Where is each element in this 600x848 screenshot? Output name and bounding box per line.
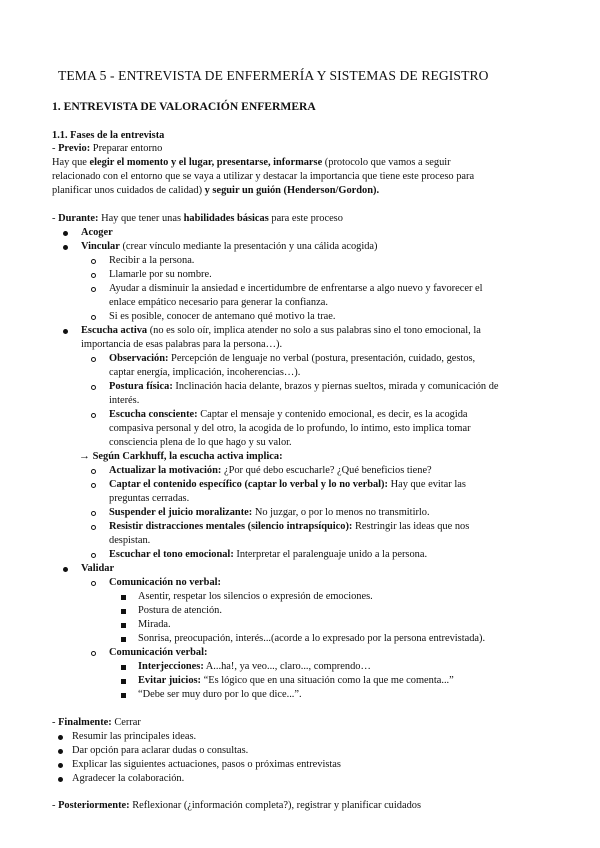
- bullet-disc: [58, 777, 63, 782]
- bullet-disc: [63, 329, 68, 334]
- arrow-right-icon: →: [79, 450, 90, 462]
- durante-label: Durante:: [58, 213, 99, 224]
- interjecciones-label: Interjecciones:: [138, 661, 204, 672]
- tono-label: Escuchar el tono emocional:: [109, 549, 234, 560]
- suspender-item: [109, 506, 430, 520]
- bullet-circle: [91, 553, 96, 558]
- observacion-label: Observación:: [109, 353, 169, 364]
- list-item: Resumir las principales ideas.: [72, 731, 197, 742]
- postura-text: Inclinación hacia delante, brazos y piernas sueltos, mirada y comunicación de: [172, 381, 499, 392]
- suspender-text: No juzgar, o por lo menos no transmitirlo.: [252, 507, 430, 518]
- resistir-text: Restringir las ideas que nos: [352, 521, 470, 532]
- bullet-circle: [91, 581, 96, 586]
- bullet-circle: [91, 469, 96, 474]
- finalmente-label: Finalmente:: [58, 717, 112, 728]
- bullet-disc: [63, 245, 68, 250]
- bullet-circle: [91, 413, 96, 418]
- interjecciones-item: [138, 660, 371, 674]
- captar-continuation: preguntas cerradas.: [109, 493, 190, 504]
- bullet-square: [121, 679, 126, 684]
- bullet-circle: [91, 315, 96, 320]
- tono-text: Interpretar el paralenguaje unido a la persona.: [233, 549, 428, 560]
- durante-text-b: habilidades básicas: [183, 213, 269, 224]
- posteriormente-line: - Posteriormente: Reflexionar (¿información completa?), registrar y planificar cuidados: [52, 800, 421, 811]
- motivacion-item: [109, 464, 432, 478]
- carkhuff-label: Según Carkhuff, la escucha activa implica:: [92, 451, 283, 462]
- list-item: Agradecer la colaboración.: [72, 773, 185, 784]
- postura-label: Postura física:: [109, 381, 173, 392]
- observacion-continuation: captar energía, implicación, incoherencias…).: [109, 367, 301, 378]
- section-heading: 1. ENTREVISTA DE VALORACIÓN ENFERMERA: [52, 100, 316, 113]
- escucha-consciente-text: Captar el mensaje y contenido emocional, es decir, es la acogida: [197, 409, 468, 420]
- postura-continuation: interés.: [109, 395, 140, 406]
- finalmente-text: Cerrar: [111, 717, 141, 728]
- carkhuff-heading: [79, 450, 283, 464]
- bullet-circle: [91, 357, 96, 362]
- list-item: Llamarle por su nombre.: [109, 269, 212, 280]
- escucha-consciente-item: [109, 408, 468, 422]
- bullet-disc: [63, 567, 68, 572]
- page-title: TEMA 5 - ENTREVISTA DE ENFERMERÍA Y SISTEMAS DE REGISTRO: [58, 68, 489, 83]
- bullet-disc: [58, 749, 63, 754]
- previo-label: Previo:: [58, 143, 91, 154]
- list-item: “Debe ser muy duro por lo que dice...”.: [138, 689, 302, 700]
- list-item: Si es posible, conocer de antemano qué motivo la trae.: [109, 311, 336, 322]
- bullet-circle: [91, 483, 96, 488]
- previo-p3b: y seguir un guión (Henderson/Gordon).: [202, 185, 380, 196]
- resistir-continuation: despistan.: [109, 535, 151, 546]
- bullet-circle: [91, 525, 96, 530]
- observacion-text: Percepción de lenguaje no verbal (postura, presentación, cuidado, gestos,: [168, 353, 476, 364]
- suspender-label: Suspender el juicio moralizante:: [109, 507, 253, 518]
- bullet-square: [121, 637, 126, 642]
- comunicacion-verbal-heading: Comunicación verbal:: [109, 647, 208, 658]
- list-item: Asentir, respetar los silencios o expresión de emociones.: [138, 591, 373, 602]
- previo-paragraph-line-3: [52, 184, 379, 198]
- motivacion-text: ¿Por qué debo escucharle? ¿Qué beneficios tiene?: [221, 465, 432, 476]
- bullet-circle: [91, 511, 96, 516]
- bullet-square: [121, 595, 126, 600]
- captar-text: Hay que evitar las: [387, 479, 466, 490]
- durante-line: - Durante: Hay que tener unas habilidades básicas para este proceso: [52, 213, 343, 224]
- list-item: Ayudar a disminuir la ansiedad e incertidumbre de enfrentarse a algo nuevo y favorecer el: [109, 283, 483, 294]
- evitar-juicios-text: “Es lógico que en una situación como la que me comenta...”: [201, 675, 454, 686]
- list-item: Dar opción para aclarar dudas o consultas.: [72, 745, 249, 756]
- vincular-text: (crear vínculo mediante la presentación y una cálida acogida): [119, 241, 378, 252]
- finalmente-line: - Finalmente: Cerrar: [52, 717, 141, 728]
- bullet-square: [121, 665, 126, 670]
- vincular-label: Vincular: [81, 241, 120, 252]
- previo-p3a: planificar unos cuidados de calidad): [52, 185, 203, 196]
- tono-item: [109, 548, 427, 562]
- list-item: Postura de atención.: [138, 605, 222, 616]
- resistir-item: [109, 520, 469, 534]
- bullet-disc: [58, 735, 63, 740]
- escucha-consciente-continuation: compasiva personal y del otro, la acogida de lo profundo, lo íntimo, esto implica tomar: [109, 423, 471, 434]
- captar-label: Captar el contenido específico (captar lo verbal y lo no verbal):: [109, 479, 388, 490]
- escucha-continuation: importancia de esas palabras para la persona…).: [81, 339, 283, 350]
- list-item: Mirada.: [138, 619, 171, 630]
- previo-paragraph-line-2: relacionado con el entorno que se vaya a utilizar y destacar la importancia que tiene este proceso para: [52, 171, 475, 182]
- previo-line: - Previo: Preparar entorno: [52, 143, 163, 154]
- evitar-juicios-label: Evitar juicios:: [138, 675, 202, 686]
- bullet-disc: [63, 231, 68, 236]
- bullet-square: [121, 609, 126, 614]
- escucha-consciente-continuation: consciencia plena de lo que hago y su valor.: [109, 437, 292, 448]
- evitar-juicios-item: [138, 674, 454, 688]
- interjecciones-text: A...ha!, ya veo..., claro..., comprendo…: [203, 661, 371, 672]
- durante-text-a: Hay que tener unas: [98, 213, 184, 224]
- bullet-circle: [91, 273, 96, 278]
- postura-item: [109, 380, 499, 394]
- vincular-item: [81, 240, 378, 254]
- bullet-square: [121, 623, 126, 628]
- list-item: Sonrisa, preocupación, interés...(acorde a lo expresado por la persona entrevistada).: [138, 633, 486, 644]
- previo-paragraph-line-1: [52, 156, 451, 170]
- subsection-heading: 1.1. Fases de la entrevista: [52, 130, 165, 141]
- validar-item: Validar: [81, 563, 115, 574]
- list-item: Recibir a la persona.: [109, 255, 195, 266]
- escucha-consciente-label: Escucha consciente:: [109, 409, 198, 420]
- posteriormente-label: Posteriormente:: [58, 800, 130, 811]
- previo-p1c: (protocolo que vamos a seguir: [322, 157, 451, 168]
- list-item-continuation: enlace empático necesario para generar la confianza.: [109, 297, 328, 308]
- bullet-square: [121, 693, 126, 698]
- comunicacion-no-verbal-heading: Comunicación no verbal:: [109, 577, 221, 588]
- resistir-label: Resistir distracciones mentales (silencio intrapsíquico):: [109, 521, 353, 532]
- bullet-circle: [91, 385, 96, 390]
- escucha-text: (no es solo oír, implica atender no solo a sus palabras sino el tono emocional, la: [147, 325, 481, 336]
- escucha-activa-item: [81, 324, 481, 338]
- captar-item: [109, 478, 466, 492]
- bullet-disc: [58, 763, 63, 768]
- escucha-label: Escucha activa: [81, 325, 148, 336]
- observacion-item: [109, 352, 475, 366]
- acoger-item: Acoger: [81, 227, 113, 238]
- motivacion-label: Actualizar la motivación:: [109, 465, 222, 476]
- bullet-circle: [91, 287, 96, 292]
- list-item: Explicar las siguientes actuaciones, pasos o próximas entrevistas: [72, 759, 341, 770]
- bullet-circle: [91, 259, 96, 264]
- posteriormente-text: Reflexionar (¿información completa?), registrar y planificar cuidados: [129, 800, 421, 811]
- durante-text-c: para este proceso: [268, 213, 343, 224]
- previo-p1b: elegir el momento y el lugar, presentarse, informarse: [89, 157, 323, 168]
- previo-p1a: Hay que: [52, 157, 90, 168]
- bullet-circle: [91, 651, 96, 656]
- previo-text: Preparar entorno: [90, 143, 163, 154]
